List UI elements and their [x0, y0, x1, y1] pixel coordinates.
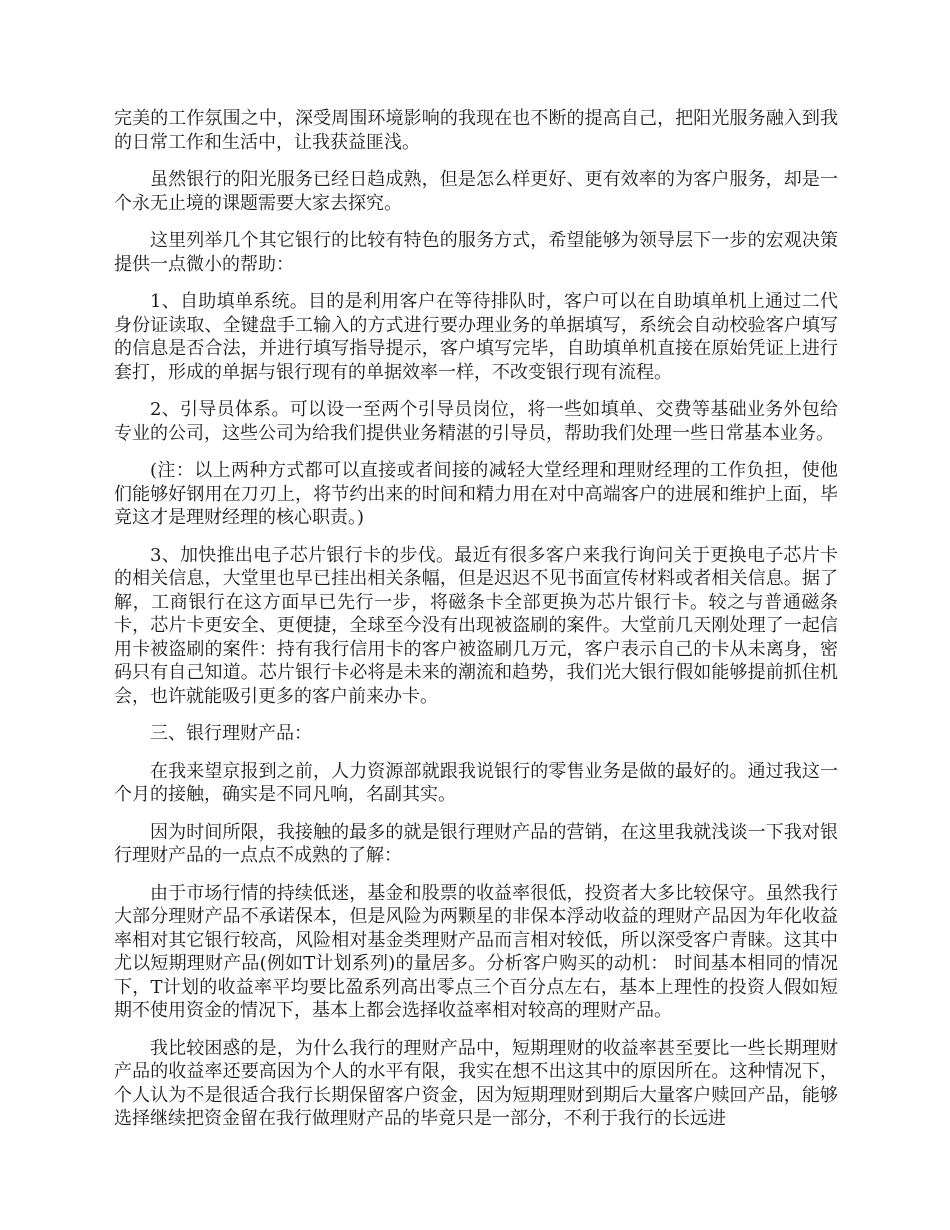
paragraph: 我比较困惑的是，为什么我行的理财产品中，短期理财的收益率甚至要比一些长期理财产品的收益率还要高因为个人的水平有限，我实在想不出这其中的原因所在。这种情况下，个人认为不是很适合我行长期保留客户资金，因为短期理财到期后大量客户赎回产品，能够选择继续把资金留在我行做理财产品的毕竟只是一部分，不利于我行的长远进	[114, 1037, 838, 1129]
paragraph: 因为时间所限，我接触的最多的就是银行理财产品的营销，在这里我就浅谈一下我对银行理财产品的一点点不成熟的了解：	[114, 821, 838, 866]
list-item-paragraph: 3、加快推出电子芯片银行卡的步伐。最近有很多客户来我行询问关于更换电子芯片卡的相关信息，大堂里也早已挂出相关条幅，但是迟迟不见书面宣传材料或者相关信息。据了解，工商银行在这方面早已先行一步，将磁条卡全部更换为芯片银行卡。较之与普通磁条卡，芯片卡更安全、更便捷，全球至今没有出现被盗刷的案件。大堂前几天刚处理了一起信用卡被盗刷的案件：持有我行信用卡的客户被盗刷几万元，客户表示自己的卡从未离身，密码只有自己知道。芯片银行卡必将是未来的潮流和趋势，我们光大银行假如能够提前抓住机会，也许就能吸引更多的客户前来办卡。	[114, 544, 838, 707]
list-item-paragraph: 2、引导员体系。可以设一至两个引导员岗位，将一些如填单、交费等基础业务外包给专业的公司，这些公司为给我们提供业务精湛的引导员，帮助我们处理一些日常基本业务。	[114, 399, 838, 444]
paragraph: 这里列举几个其它银行的比较有特色的服务方式，希望能够为领导层下一步的宏观决策提供一点微小的帮助：	[114, 230, 838, 275]
note-paragraph: (注：以上两种方式都可以直接或者间接的减轻大堂经理和理财经理的工作负担，使他们能够好钢用在刀刃上，将节约出来的时间和精力用在对中高端客户的进展和维护上面，毕竟这才是理财经理的核心职责。)	[114, 460, 838, 528]
paragraph: 由于市场行情的持续低迷，基金和股票的收益率很低，投资者大多比较保守。虽然我行大部分理财产品不承诺保本，但是风险为两颗星的非保本浮动收益的理财产品因为年化收益率相对其它银行较高，风险相对基金类理财产品而言相对较低，所以深受客户青睐。这其中尤以短期理财产品(例如T计划系列)的量居多。分析客户购买的动机： 时间基本相同的情况下，T计划的收益率平均要比盈系列高出零点三个百分点左右，基本上理性的投资人假如短期不使用资金的情况下，基本上都会选择收益率相对较高的理财产品。	[114, 882, 838, 1021]
paragraph: 虽然银行的阳光服务已经日趋成熟，但是怎么样更好、更有效率的为客户服务，却是一个永无止境的课题需要大家去探究。	[114, 169, 838, 214]
paragraph: 在我来望京报到之前，人力资源部就跟我说银行的零售业务是做的最好的。通过我这一个月的接触，确实是不同凡响，名副其实。	[114, 760, 838, 805]
paragraph: 完美的工作氛围之中，深受周围环境影响的我现在也不断的提高自己，把阳光服务融入到我的日常工作和生活中，让我获益匪浅。	[114, 108, 838, 153]
section-heading: 三、银行理财产品：	[150, 723, 312, 744]
list-item-paragraph: 1、自助填单系统。目的是利用客户在等待排队时，客户可以在自助填单机上通过二代身份证读取、全键盘手工输入的方式进行要办理业务的单据填写，系统会自动校验客户填写的信息是否合法，并进行填写指导提示，客户填写完毕，自助填单机直接在原始凭证上进行套打，形成的单据与银行现有的单据效率一样，不改变银行现有流程。	[114, 291, 838, 383]
document-body	[114, 107, 838, 1145]
